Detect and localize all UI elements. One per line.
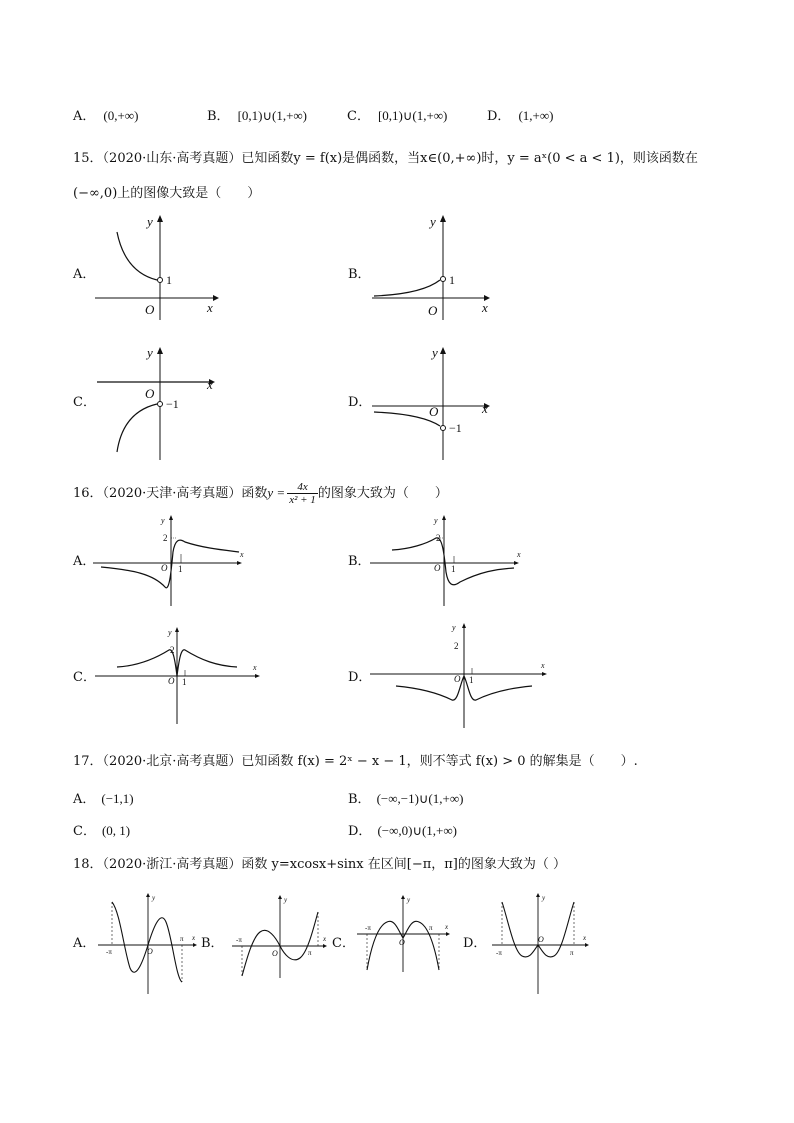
x-axis-label: x: [323, 935, 327, 943]
q16-letter-a: A．: [73, 554, 96, 569]
x-axis-label: x: [583, 934, 587, 942]
y-axis-label: y: [161, 516, 165, 525]
x-axis-label: x: [207, 377, 213, 392]
q16-stem: 16．（2020·天津·高考真题）函数y = $\frac{4x}{\text{x² + 1}}$ 的图象大致为（ ）: [73, 481, 448, 506]
q14-option-c: C． [0,1)∪(1,+∞): [347, 108, 448, 124]
x-axis-label: x: [253, 663, 257, 672]
origin-label: O: [145, 386, 155, 401]
q18-graph-a: [98, 890, 200, 994]
q18-graph-d: [492, 890, 592, 994]
tick-label-2: 2: [454, 641, 459, 651]
q14-option-a: A． (0,+∞): [73, 108, 139, 124]
tick-label-2: 2: [163, 533, 168, 543]
pi-label: π: [308, 949, 312, 957]
q15-graph-c: [95, 342, 225, 462]
x-axis-label: x: [517, 550, 521, 559]
y-axis-label: y: [407, 896, 411, 904]
y-axis-label: y: [152, 894, 156, 902]
y-axis-label: y: [434, 516, 438, 525]
tick-label-1: 1: [178, 564, 183, 574]
y-axis-label: y: [542, 894, 546, 902]
q18-graph-b: [232, 892, 330, 978]
q16-letter-c: C．: [73, 670, 96, 685]
tick-label-1: 1: [469, 675, 474, 685]
q16-letter-d: D．: [348, 670, 372, 685]
origin-label: O: [161, 563, 168, 573]
neg-pi-label: -π: [106, 948, 112, 956]
point-label: 1: [166, 273, 172, 287]
origin-label: O: [429, 404, 439, 419]
y-axis-label: y: [430, 214, 436, 229]
q17-option-c: C． (0, 1): [73, 823, 131, 839]
origin-label: O: [168, 676, 175, 686]
q15-letter-c: C．: [73, 395, 96, 410]
q17-option-d: D． (−∞,0)∪(1,+∞): [348, 823, 457, 839]
q16-letter-b: B．: [348, 554, 371, 569]
point-label: −1: [166, 397, 179, 411]
neg-pi-label: -π: [496, 949, 502, 957]
origin-label: O: [454, 674, 461, 684]
q18-letter-a: A．: [73, 936, 96, 951]
tick-label-2: 2: [170, 645, 175, 655]
x-axis-label: x: [240, 550, 244, 559]
pi-label: π: [180, 935, 184, 943]
neg-pi-label: -π: [236, 936, 242, 944]
y-axis-label: y: [452, 623, 456, 632]
origin-label: O: [538, 935, 544, 944]
pi-label: π: [570, 949, 574, 957]
q16-graph-d: [370, 618, 550, 730]
origin-label: O: [145, 302, 155, 317]
q14-option-b: B． [0,1)∪(1,+∞): [207, 108, 307, 124]
q15-letter-b: B．: [348, 267, 371, 282]
point-label: 1: [449, 273, 455, 287]
q15-graph-a: [95, 212, 225, 320]
q15-stem-line1: 15．（2020·山东·高考真题）已知函数y = f(x)是偶函数，当x∈(0,+∞)时，y = aˣ(0 < a < 1)，则该函数在: [73, 151, 698, 166]
x-axis-label: x: [192, 934, 196, 942]
q18-letter-d: D．: [463, 936, 487, 951]
q16-graph-b: [370, 512, 530, 608]
x-axis-label: x: [541, 661, 545, 670]
neg-pi-label: -π: [365, 924, 371, 932]
y-axis-label: y: [284, 896, 288, 904]
origin-label: O: [399, 938, 405, 947]
origin-label: O: [434, 563, 441, 573]
origin-label: O: [147, 947, 153, 956]
q18-letter-c: C．: [332, 936, 355, 951]
x-axis-label: x: [207, 300, 213, 315]
q15-graph-d: [372, 342, 502, 462]
q17-option-b: B． (−∞,−1)∪(1,+∞): [348, 791, 464, 807]
tick-label-1: 1: [451, 564, 456, 574]
q18-stem: 18．（2020·浙江·高考真题）函数 y=xcosx+sinx 在区间[−π，π]的图象大致为（ ）: [73, 857, 567, 872]
q17-option-a: A． (−1,1): [73, 791, 134, 807]
q16-graph-a: [93, 512, 253, 608]
tick-label-1: 1: [182, 677, 187, 687]
q14-option-d: D． (1,+∞): [487, 108, 554, 124]
q17-stem: 17．（2020·北京·高考真题）已知函数 f(x) = 2ˣ − x − 1，则不等式 f(x) > 0 的解集是（ ）.: [73, 754, 638, 769]
point-label: −1: [449, 421, 462, 435]
q15-graph-b: [372, 212, 502, 320]
q18-graph-c: [357, 892, 451, 974]
q15-letter-d: D．: [348, 395, 372, 410]
y-axis-label: y: [147, 345, 153, 360]
y-axis-label: y: [168, 628, 172, 637]
origin-label: O: [272, 949, 278, 958]
x-axis-label: x: [482, 401, 488, 416]
q15-letter-a: A．: [73, 267, 96, 282]
y-axis-label: y: [147, 214, 153, 229]
q15-stem-line2: (−∞,0)上的图像大致是（ ）: [73, 186, 261, 201]
q18-letter-b: B．: [201, 936, 224, 951]
tick-label-2: 2: [436, 533, 441, 543]
x-axis-label: x: [482, 300, 488, 315]
x-axis-label: x: [445, 923, 449, 931]
origin-label: O: [428, 303, 438, 318]
pi-label: π: [429, 924, 433, 932]
y-axis-label: y: [432, 345, 438, 360]
q16-graph-c: [95, 622, 265, 726]
